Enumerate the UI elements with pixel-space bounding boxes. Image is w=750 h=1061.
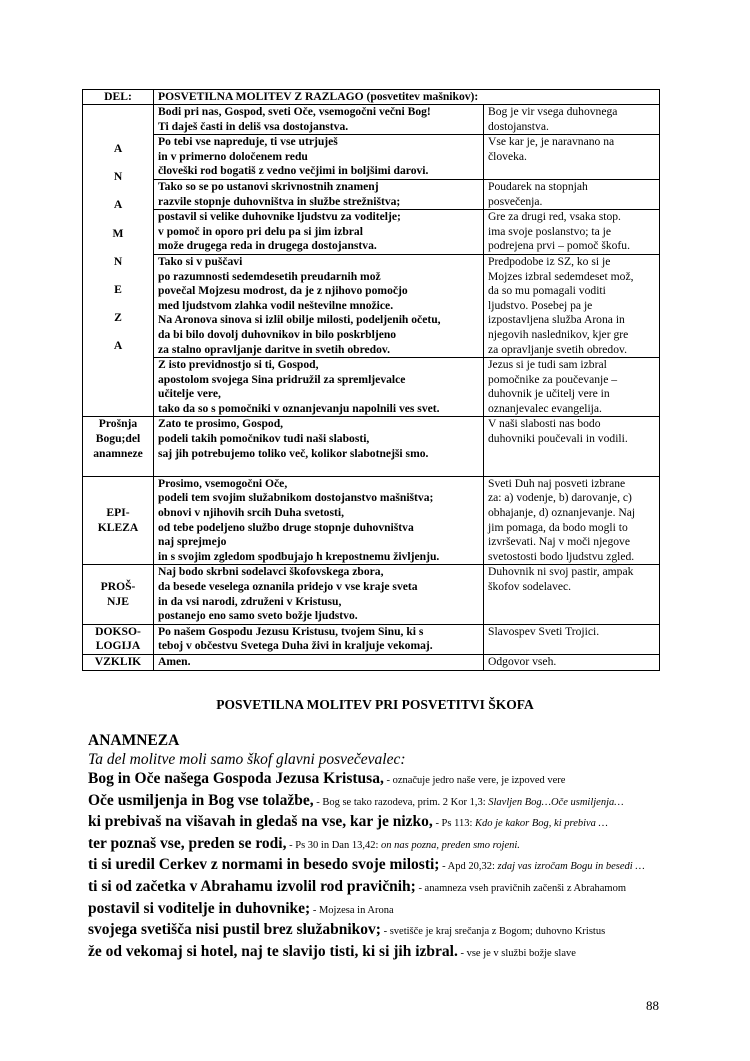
- table-row: [83, 105, 660, 135]
- anamneza-line: [88, 791, 645, 813]
- anamneza-line: [88, 834, 645, 856]
- prayer-phrase: Bog in Oče našega Gospoda Jezusa Kristusa,: [88, 770, 384, 787]
- commentary-cell: [484, 105, 660, 135]
- part-label-cell: [83, 654, 154, 670]
- table-row: [83, 254, 660, 357]
- label-letter: N: [113, 254, 123, 268]
- part-label-line: VZKLIK: [94, 654, 142, 668]
- commentary-line: Predpodobe iz SZ, ko si je: [488, 254, 611, 268]
- prayer-phrase: ti si uredil Cerkev z normami in besedo svoje milosti;: [88, 856, 440, 874]
- table-row: [83, 358, 660, 417]
- page-number: 88: [646, 998, 659, 1013]
- commentary-cell: [484, 179, 660, 209]
- label-letter: Z: [114, 311, 122, 325]
- prayer-line: Amen.: [158, 654, 191, 668]
- part-label-line: PROŠ-: [100, 580, 136, 593]
- part-label-cell: [83, 565, 154, 624]
- commentary-line: posvečenja.: [488, 194, 543, 208]
- prayer-line: Zato te prosimo, Gospod,: [158, 417, 284, 431]
- prayer-line: postavil si velike duhovnike ljudstvu za voditelje;: [158, 210, 401, 224]
- table-row: [83, 476, 660, 565]
- prayer-line: apostolom svojega Sina pridružil za spremljevalce: [158, 372, 406, 386]
- commentary-line: Odgovor vseh.: [488, 654, 557, 668]
- prayer-phrase: postavil si voditelje in duhovnike;: [88, 899, 311, 917]
- prayer-line: in da vsi narodi, združeni v Kristusu,: [158, 594, 342, 608]
- prayer-line: podeli takih pomočnikov tudi naši slabosti,: [158, 432, 370, 446]
- commentary-line: Poudarek na stopnjah: [488, 179, 588, 193]
- label-letter: N: [113, 170, 123, 184]
- header-part: DEL:: [83, 90, 154, 105]
- prayer-text-cell: [154, 210, 484, 255]
- prayer-text-cell: [154, 565, 484, 624]
- table-header-row: [83, 90, 660, 105]
- commentary-note: - Apd 20,32:: [439, 861, 498, 873]
- commentary-line: Duhovnik ni svoj pastir, ampak: [488, 565, 634, 579]
- anamneza-line: [88, 877, 645, 899]
- anamneza-line: [88, 899, 645, 921]
- table-row: [83, 417, 660, 476]
- prayer-line: povečal Mojzesu modrost, da je z njihovo pomočjo: [158, 284, 408, 298]
- prayer-line: obnovi v njihovih srcih Duha svetosti,: [158, 506, 344, 520]
- commentary-line: škofov sodelavec.: [488, 580, 572, 593]
- prayer-line: po razumnosti sedemdesetih preudarnih mož: [158, 269, 381, 283]
- prayer-line: da besede veselega oznanila pridejo v vse kraje sveta: [158, 580, 418, 593]
- anamneza-intro: Ta del molitve moli samo škof glavni posvečevalec:: [88, 751, 406, 768]
- prayer-line: naj sprejmejo: [158, 535, 227, 549]
- commentary-line: podrejena prvi – pomoč škofu.: [488, 239, 630, 253]
- commentary-cell: [484, 476, 660, 565]
- scripture-quote: on nas pozna, preden smo rojeni.: [381, 839, 520, 851]
- prayer-line: v pomoč in oporo pri delu pa si jim izbral: [158, 224, 363, 238]
- section-title: POSVETILNA MOLITEV PRI POSVETITVI ŠKOFA: [216, 697, 534, 712]
- commentary-line: Sveti Duh naj posveti izbrane: [488, 476, 626, 490]
- prayer-line: Bodi pri nas, Gospod, sveti Oče, vsemogočni večni Bog!: [158, 105, 431, 118]
- prayer-line: teboj v občestvu Svetega Duha živi in kraljuje vekomaj.: [158, 639, 433, 653]
- part-label-line: anamneze: [93, 446, 143, 460]
- commentary-note: - Bog se tako razodeva, prim. 2 Kor 1,3:: [313, 796, 489, 808]
- prayer-phrase: ti si od začetka v Abrahamu izvolil rod pravičnih;: [88, 877, 416, 895]
- commentary-note: - Ps 30 in Dan 13,42:: [286, 839, 381, 851]
- commentary-line: za: a) vodenje, b) darovanje, c): [488, 491, 632, 505]
- part-label-line: DOKSO-: [95, 624, 141, 638]
- prayer-line: od tebe podeljeno službo druge stopnje duhovništva: [158, 520, 414, 534]
- anamneza-section: [88, 731, 645, 963]
- prayer-text-cell: [154, 179, 484, 209]
- commentary-line: izpostavljena služba Arona in: [488, 313, 625, 327]
- commentary-line: Gre za drugi red, vsaka stop.: [488, 210, 621, 224]
- prayer-text-cell: [154, 417, 484, 476]
- anamneza-line: [88, 942, 645, 964]
- commentary-line: Jezus si je tudi sam izbral: [488, 358, 607, 372]
- prayer-line: postanejo eno samo sveto božje ljudstvo.: [158, 609, 358, 623]
- prayer-text-cell: [154, 654, 484, 670]
- commentary-line: ima svoje poslanstvo; ta je: [488, 224, 612, 238]
- commentary-line: svetostosti bodo ljudstvu zgled.: [488, 549, 635, 563]
- prayer-phrase: svojega svetišča nisi pustil brez služabnikov;: [88, 921, 381, 939]
- label-letter: E: [114, 282, 122, 296]
- scripture-quote: zdaj vas izročam Bogu in besedi …: [497, 861, 645, 873]
- commentary-cell: [484, 210, 660, 255]
- prayer-line: za stalno opravljanje daritve in svetih obredov.: [158, 342, 390, 356]
- table-row: [83, 210, 660, 255]
- commentary-line: duhovnik je učitelj vere in: [488, 387, 610, 401]
- commentary-note: - anamneza vseh pravičnih začenši z Abrahamom: [415, 882, 627, 894]
- anamneza-vertical-label: [87, 105, 149, 354]
- prayer-line: može drugega reda in drugega dostojanstva.: [158, 239, 377, 253]
- header-title: POSVETILNA MOLITEV Z RAZLAGO (posvetitev mašnikov):: [154, 90, 660, 105]
- prayer-phrase: Oče usmiljenja in Bog vse tolažbe,: [88, 791, 314, 809]
- prayer-line: in v primerno določenem redu: [158, 149, 308, 163]
- prayer-line: in s svojim zgledom spodbujajo h krepostnemu življenju.: [158, 549, 440, 563]
- prayer-line: Z isto previdnostjo si ti, Gospod,: [158, 358, 319, 372]
- commentary-line: človeka.: [488, 149, 527, 163]
- commentary-line: oznanjevalec evangelija.: [488, 401, 602, 415]
- commentary-line: pomočnike za poučevanje –: [488, 372, 618, 386]
- commentary-cell: [484, 417, 660, 476]
- part-label-line: Bogu;del: [95, 432, 141, 446]
- commentary-line: jim pomaga, da bodo mogli to: [488, 520, 628, 534]
- prayer-text-cell: [154, 624, 484, 654]
- commentary-line: Bog je vir vsega duhovnega: [488, 105, 618, 118]
- commentary-line: V naši slabosti nas bodo: [488, 417, 601, 431]
- prayer-line: Ti daješ časti in deliš vsa dostojanstva.: [158, 119, 349, 133]
- part-label-line: NJE: [107, 594, 129, 608]
- part-label-line: KLEZA: [97, 520, 139, 534]
- label-letter: A: [113, 142, 123, 155]
- prayer-text-cell: [154, 358, 484, 417]
- part-label-line: EPI-: [106, 506, 130, 520]
- prayer-line: saj jih potrebujemo toliko več, kolikor slabotnejši smo.: [158, 446, 429, 460]
- prayer-line: človeški rod bogatiš z vedno večjimi in boljšimi darovi.: [158, 164, 429, 178]
- commentary-cell: [484, 135, 660, 180]
- commentary-note: - vse je v službi božje slave: [457, 947, 576, 959]
- commentary-line: Mojzes izbral sedemdeset mož,: [488, 269, 634, 283]
- part-label-cell: [83, 624, 154, 654]
- anamneza-line: [88, 812, 645, 834]
- prayer-line: Prosimo, vsemogočni Oče,: [158, 476, 288, 490]
- part-label-cell: [83, 476, 154, 565]
- prayer-line: tako da so s pomočniki v oznanjevanju napolnili ves svet.: [158, 401, 440, 415]
- commentary-line: za opravljanje svetih obredov.: [488, 342, 627, 356]
- prayer-text-cell: [154, 135, 484, 180]
- prayer-line: med ljudstvom zlahka vodil neštevilne množice.: [158, 298, 394, 312]
- commentary-line: duhovniki poučevali in vodili.: [488, 432, 628, 446]
- table-row: [83, 179, 660, 209]
- scripture-quote: Kdo je kakor Bog, ki prebiva …: [475, 818, 608, 830]
- commentary-note: - svetišče je kraj srečanja z Bogom; duhovno Kristus: [380, 926, 606, 938]
- prayer-line: razvile stopnje duhovništva in službe strežništva;: [158, 194, 401, 208]
- prayer-line: Po našem Gospodu Jezusu Kristusu, tvojem Sinu, ki s: [158, 624, 424, 638]
- commentary-cell: [484, 358, 660, 417]
- prayer-line: Na Aronova sinova si izlil obilje milosti, podeljenih očetu,: [158, 313, 441, 327]
- commentary-note: - Mojzesa in Arona: [310, 904, 394, 916]
- part-label-line: LOGIJA: [95, 639, 141, 653]
- commentary-cell: [484, 624, 660, 654]
- prayer-phrase: že od vekomaj si hotel, naj te slavijo tisti, ki si jih izbral.: [88, 942, 458, 960]
- label-letter: M: [112, 226, 124, 240]
- prayer-line: učitelje vere,: [158, 387, 221, 401]
- anamneza-line: [88, 769, 645, 791]
- commentary-note: - označuje jedro naše vere, je izpoved vere: [383, 775, 566, 786]
- prayer-text-cell: [154, 105, 484, 135]
- prayer-text-cell: [154, 476, 484, 565]
- commentary-line: ljudstvo. Posebej pa je: [488, 298, 593, 312]
- commentary-cell: [484, 254, 660, 357]
- commentary-line: obhajanje, d) oznanjevanje. Naj: [488, 506, 636, 520]
- prayer-line: Naj bodo skrbni sodelavci škofovskega zbora,: [158, 565, 384, 579]
- prayer-line: [158, 461, 479, 476]
- label-letter: A: [113, 198, 123, 212]
- anamneza-line: [88, 855, 645, 877]
- scripture-quote: Slavljen Bog…Oče usmiljenja…: [488, 796, 624, 808]
- commentary-line: Slavospev Sveti Trojici.: [488, 624, 600, 638]
- commentary-line: Vse kar je, je naravnano na: [488, 135, 615, 149]
- commentary-line: izvrševati. Naj v moči njegove: [488, 535, 630, 549]
- prayer-line: podeli tem svojim služabnikom dostojanstvo mašništva;: [158, 491, 434, 505]
- commentary-line: njegovih naslednikov, kjer gre: [488, 327, 629, 341]
- prayer-line: Tako so se po ustanovi skrivnostnih znamenj: [158, 179, 379, 193]
- prayer-text-cell: [154, 254, 484, 357]
- prayer-phrase: ki prebivaš na višavah in gledaš na vse, kar je nizko,: [88, 813, 433, 831]
- anamneza-line: [88, 920, 645, 942]
- table-row: [83, 624, 660, 654]
- table-row: [83, 565, 660, 624]
- commentary-cell: [484, 654, 660, 670]
- anamneza-heading: ANAMNEZA: [88, 732, 180, 749]
- part-label-anamneza: [83, 105, 154, 417]
- part-label-cell: [83, 417, 154, 476]
- commentary-note: - Ps 113:: [432, 818, 476, 830]
- commentary-cell: [484, 565, 660, 624]
- table-row: [83, 135, 660, 180]
- commentary-line: da so mu pomagali voditi: [488, 284, 606, 298]
- prayer-line: da bi bilo dovolj duhovnikov in bilo poskrbljeno: [158, 327, 397, 341]
- label-letter: A: [113, 339, 123, 353]
- prayer-line: Tako si v puščavi: [158, 254, 243, 268]
- prayer-phrase: ter poznaš vse, preden se rodi,: [88, 834, 287, 852]
- part-label-line: Prošnja: [98, 417, 138, 431]
- prayer-line: Po tebi vse napreduje, ti vse utrjuješ: [158, 135, 338, 149]
- commentary-line: dostojanstva.: [488, 119, 549, 133]
- prayer-table: [82, 89, 660, 671]
- table-row: [83, 654, 660, 670]
